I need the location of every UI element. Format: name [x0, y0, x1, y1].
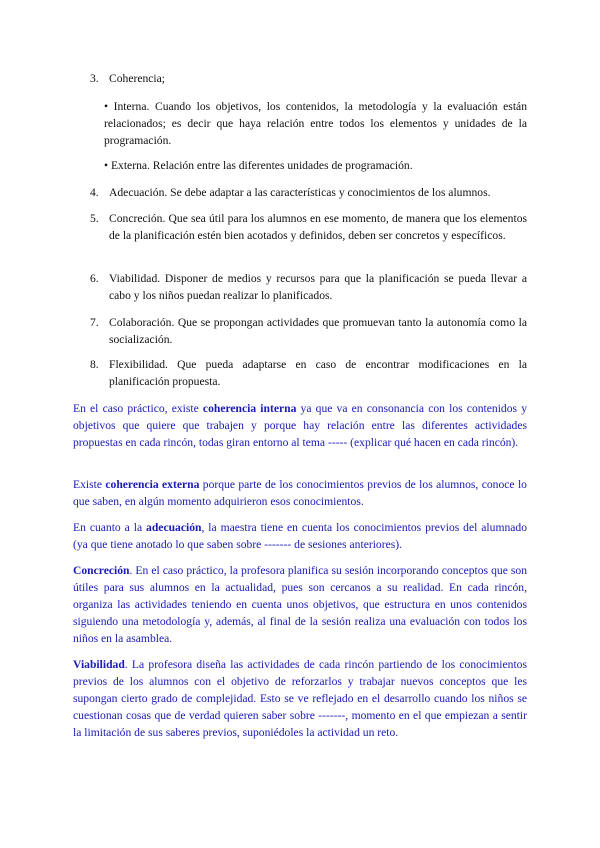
highlight-term: adecuación	[146, 521, 202, 534]
paragraph-coherencia-externa	[73, 476, 527, 510]
paragraph-coherencia-interna	[73, 400, 527, 451]
highlight-term: coherencia externa	[105, 478, 200, 491]
paragraph-text: porque parte de los conocimientos previos de los alumnos, conoce lo que saben, en algún momento adquirieron esos conocimientos.	[73, 478, 527, 508]
paragraph-text: En cuanto a la	[73, 521, 147, 534]
list-item-text: Coherencia;	[109, 72, 166, 85]
list-number: 4.	[90, 186, 99, 199]
list-number: 3.	[90, 72, 99, 85]
paragraph-text: Existe	[73, 478, 106, 491]
list-item-text: Adecuación. Se debe adaptar a las características y conocimientos de los alumnos.	[109, 186, 491, 199]
bullet-externa: • Externa. Relación entre las diferentes unidades de programación.	[104, 159, 413, 172]
paragraph-text: , la maestra tiene en cuenta los conocimientos previos del alumnado (ya que tiene anotado lo que saben sobre ------- de sesiones anteriores).	[73, 521, 528, 551]
paragraph-text: ya que va en consonancia con los contenidos y objetivos que quiere que trabajen y porque hay relación entre las diferentes actividades propuestas en cada rincón, todas giran entorno al tema ----- (explicar qué hacen en cada rincón).	[73, 402, 527, 449]
list-item-text: Viabilidad. Disponer de medios y recursos para que la planificación se pueda llevar a cabo y los niños puedan realizar lo planificados.	[109, 272, 527, 302]
list-number: 5.	[90, 212, 99, 225]
paragraph-text: . La profesora diseña las actividades de cada rincón partiendo de los conocimientos previos de los alumnos con el objetivo de reforzarlos y trabajar nuevos conceptos que les supongan cierto grado de complejidad. Esto se ve reflejado en el desarrollo cuando los niños se cuestionan cosas que de verdad quieren saber sobre -------, momento en el que empiezan a sentir la limitación de sus saberes previos, suponiédoles la actividad un reto.	[73, 658, 527, 739]
list-number: 7.	[90, 316, 99, 329]
paragraph-adecuacion	[73, 519, 527, 553]
highlight-term: coherencia interna	[202, 402, 297, 415]
list-item-text: Colaboración. Que se propongan actividades que promuevan tanto la autonomía como la socialización.	[109, 316, 527, 346]
list-number: 8.	[90, 358, 99, 371]
bullet-interna: • Interna. Cuando los objetivos, los contenidos, la metodología y la evaluación están relacionados; es decir que haya relación entre todos los elementos y unidades de la programación.	[104, 100, 527, 147]
paragraph-viabilidad	[73, 656, 527, 741]
paragraph-concrecion	[73, 562, 527, 647]
paragraph-text: . En el caso práctico, la profesora planifica su sesión incorporando conceptos que son útiles para sus alumnos en la actualidad, pues son cercanos a su realidad. En cada rincón, organiza las actividades teniendo en cuenta unos objetivos, que estructura en unos contenidos siguiendo una metodología y, además, al final de la sesión realiza una evaluación con todos los niños en la asamblea.	[73, 564, 527, 645]
list-number: 6.	[90, 272, 99, 285]
highlight-term: Viabilidad	[73, 658, 125, 671]
list-item-text: Flexibilidad. Que pueda adaptarse en caso de encontrar modificaciones en la planificación propuesta.	[109, 358, 527, 388]
list-item-text: Concreción. Que sea útil para los alumnos en ese momento, de manera que los elementos de la planificación estén bien acotados y definidos, deben ser concretos y específicos.	[109, 212, 527, 242]
paragraph-text: En el caso práctico, existe	[73, 402, 203, 415]
highlight-term: Concreción	[73, 564, 130, 577]
